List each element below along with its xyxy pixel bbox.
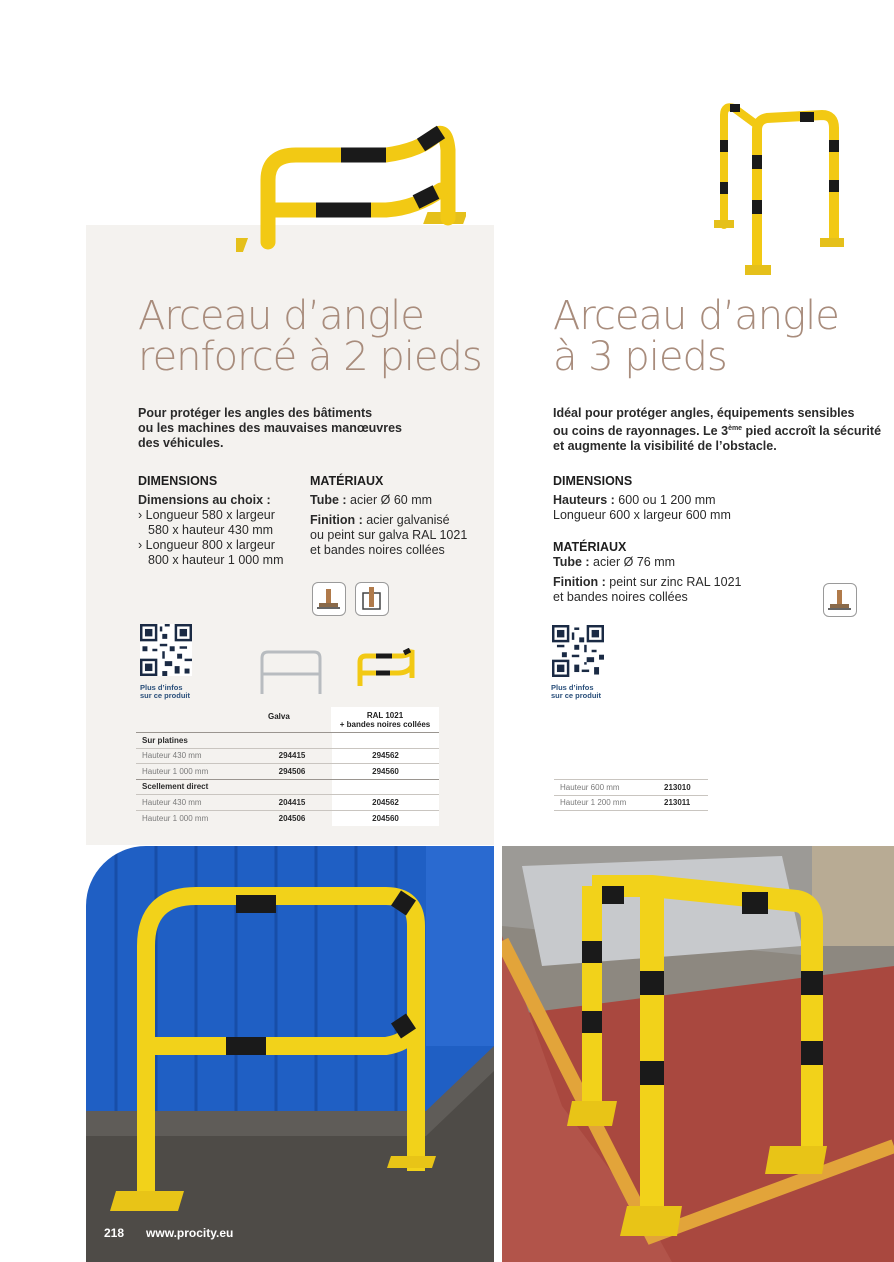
group-label: Sur platines xyxy=(136,733,332,749)
ral-ref: 294562 xyxy=(332,748,439,764)
table-row xyxy=(554,780,708,796)
website: www.procity.eu xyxy=(146,1226,234,1240)
dimension-line: › Longueur 580 x largeur xyxy=(138,508,275,522)
col-header-line: + bandes noires collées xyxy=(339,720,431,729)
left-dimensions-list xyxy=(138,493,308,568)
photo-blue-container xyxy=(86,846,494,1262)
row-label: Hauteur 1 200 mm xyxy=(554,795,658,811)
qr-label-line: sur ce produit xyxy=(140,691,191,700)
finish-label: Finition : xyxy=(310,513,363,527)
dimension-line: 800 x hauteur 1 000 mm xyxy=(148,553,284,567)
row-label: Hauteur 430 mm xyxy=(136,795,252,811)
intro-line: Pour protéger les angles des bâtiments xyxy=(138,406,373,420)
page-number: 218 xyxy=(104,1226,125,1240)
galva-ref: 204415 xyxy=(252,795,332,811)
right-dimensions-heading: DIMENSIONS xyxy=(553,474,633,488)
finish-line: et bandes noires collées xyxy=(553,590,688,604)
table-row xyxy=(136,795,439,811)
finish-label: Finition : xyxy=(553,575,606,589)
row-label: Hauteur 430 mm xyxy=(136,748,252,764)
intro-line: et augmente la visibilité de l’obstacle. xyxy=(553,439,777,454)
left-materials xyxy=(310,493,490,558)
ref-value: 213011 xyxy=(658,795,708,811)
product-image-3-feet xyxy=(712,100,852,280)
scellement-mount-icon xyxy=(355,582,389,616)
intro-text: ou coins de rayonnages. Le 3 xyxy=(553,424,729,439)
table-row xyxy=(136,748,439,764)
dimension-line: › Longueur 800 x largeur xyxy=(138,538,275,552)
finish-value: peint sur zinc RAL 1021 xyxy=(605,575,742,589)
col-header-line: RAL 1021 xyxy=(366,711,404,720)
row-label: Hauteur 1 000 mm xyxy=(136,764,252,780)
product-image-2-feet xyxy=(236,120,466,260)
table-group-row xyxy=(136,779,439,795)
finish-line xyxy=(553,575,813,590)
qr-label-line: Plus d’infos xyxy=(140,683,183,692)
variant-ral-image xyxy=(348,648,420,692)
right-materials-heading: MATÉRIAUX xyxy=(553,540,627,554)
intro-line: des véhicules. xyxy=(138,436,224,450)
galva-ref: 294415 xyxy=(252,748,332,764)
tube-label: Tube : xyxy=(553,555,590,569)
galva-ref: 294506 xyxy=(252,764,332,780)
ral-ref: 294560 xyxy=(332,764,439,780)
tube-line xyxy=(553,555,813,570)
tube-line xyxy=(310,493,490,508)
tube-value: acier Ø 60 mm xyxy=(346,493,433,507)
right-materials xyxy=(553,555,813,605)
table-row xyxy=(554,795,708,811)
finish-line: et bandes noires collées xyxy=(310,543,445,557)
ref-value: 213010 xyxy=(658,780,708,796)
qr-code-icon xyxy=(140,624,192,676)
right-product-title xyxy=(553,293,883,380)
tube-label: Tube : xyxy=(310,493,347,507)
title-line: Arceau d’angle xyxy=(138,293,424,339)
left-materials-heading: MATÉRIAUX xyxy=(310,474,384,488)
intro-line xyxy=(553,421,888,439)
dimension-line: 580 x hauteur 430 mm xyxy=(148,523,274,537)
heights-line xyxy=(553,493,853,508)
table-group-row xyxy=(136,733,439,749)
qr-label-line: Plus d’infos xyxy=(551,683,594,692)
qr-label-line: sur ce produit xyxy=(551,691,602,700)
ral-ref: 204562 xyxy=(332,795,439,811)
col-header-ral xyxy=(331,707,439,732)
left-intro xyxy=(138,406,438,451)
left-product-title xyxy=(138,293,488,380)
galva-ref: 204506 xyxy=(252,810,332,826)
qr-label xyxy=(140,684,190,700)
heights-value: 600 ou 1 200 mm xyxy=(614,493,716,507)
right-dimensions xyxy=(553,493,853,523)
qr-code-icon xyxy=(552,625,604,677)
title-line: Arceau d’angle xyxy=(553,293,839,339)
photo-warehouse xyxy=(502,846,894,1262)
dimensions-sub: Dimensions au choix : xyxy=(138,493,271,507)
ral-ref: 204560 xyxy=(332,810,439,826)
right-intro xyxy=(553,406,888,454)
platine-mount-icon xyxy=(823,583,857,617)
left-dimensions-heading: DIMENSIONS xyxy=(138,474,218,488)
platine-mount-icon xyxy=(312,582,346,616)
qr-label xyxy=(551,684,601,700)
intro-line: Idéal pour protéger angles, équipements sensibles xyxy=(553,406,855,420)
intro-sup: ème xyxy=(728,425,743,432)
left-reference-table xyxy=(136,732,439,826)
intro-line: ou les machines des mauvaises manœuvres xyxy=(138,421,403,435)
title-line: renforcé à 2 pieds xyxy=(138,334,482,380)
row-label: Hauteur 1 000 mm xyxy=(136,810,252,826)
variant-galva-image xyxy=(256,644,326,696)
title-line: à 3 pieds xyxy=(553,334,727,380)
heights-label: Hauteurs : xyxy=(553,493,615,507)
group-label: Scellement direct xyxy=(136,779,332,795)
table-cell xyxy=(332,779,439,795)
intro-text: pied accroît la sécurité xyxy=(742,424,882,439)
size-line: Longueur 600 x largeur 600 mm xyxy=(553,508,731,522)
tube-value: acier Ø 76 mm xyxy=(589,555,676,569)
page-footer xyxy=(104,1226,233,1240)
finish-line xyxy=(310,513,490,528)
table-row xyxy=(136,764,439,780)
finish-line: ou peint sur galva RAL 1021 xyxy=(310,528,468,542)
finish-value: acier galvanisé xyxy=(362,513,450,527)
table-cell xyxy=(332,733,439,749)
right-reference-table xyxy=(554,779,708,811)
row-label: Hauteur 600 mm xyxy=(554,780,658,796)
col-header-galva: Galva xyxy=(268,712,290,721)
table-row xyxy=(136,810,439,826)
